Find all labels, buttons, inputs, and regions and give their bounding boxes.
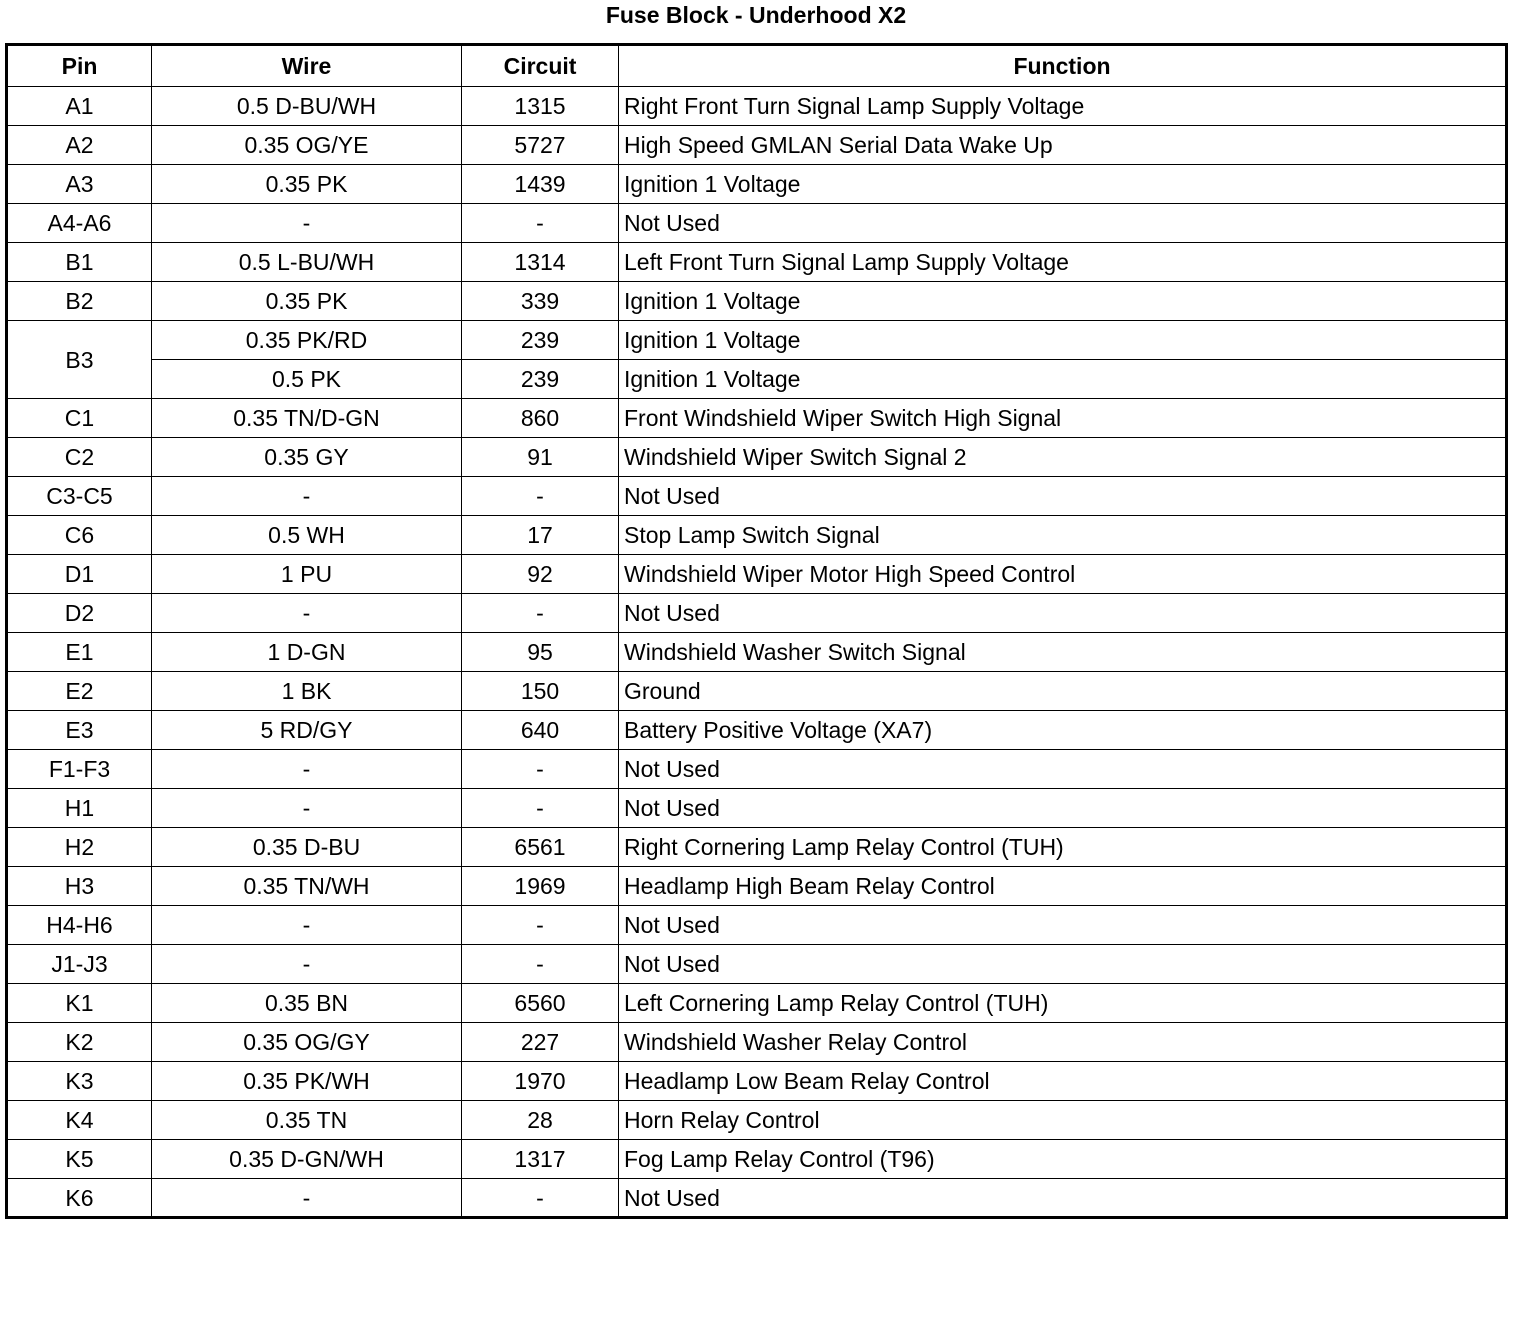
function-cell: Not Used (619, 945, 1507, 984)
circuit-cell: 6560 (462, 984, 619, 1023)
pin-cell: B2 (7, 282, 152, 321)
pin-cell: C6 (7, 516, 152, 555)
column-header-function: Function (619, 45, 1507, 87)
function-cell: Not Used (619, 477, 1507, 516)
pin-cell: J1-J3 (7, 945, 152, 984)
function-cell: Windshield Wiper Switch Signal 2 (619, 438, 1507, 477)
wire-cell: 0.35 D-GN/WH (152, 1140, 462, 1179)
circuit-cell: 92 (462, 555, 619, 594)
circuit-cell: 1314 (462, 243, 619, 282)
wire-cell: 1 PU (152, 555, 462, 594)
table-row (7, 867, 1507, 906)
circuit-cell: 1969 (462, 867, 619, 906)
wire-cell: 0.35 OG/GY (152, 1023, 462, 1062)
wire-cell: 0.35 TN/D-GN (152, 399, 462, 438)
function-cell: Not Used (619, 906, 1507, 945)
function-cell: Ignition 1 Voltage (619, 282, 1507, 321)
table-row (7, 204, 1507, 243)
circuit-cell: 6561 (462, 828, 619, 867)
function-cell: Left Cornering Lamp Relay Control (TUH) (619, 984, 1507, 1023)
function-cell: Ignition 1 Voltage (619, 321, 1507, 360)
pin-cell: D2 (7, 594, 152, 633)
function-cell: Not Used (619, 1179, 1507, 1218)
circuit-cell: 1317 (462, 1140, 619, 1179)
circuit-cell: 239 (462, 360, 619, 399)
table-row (7, 984, 1507, 1023)
wire-cell: 0.35 TN (152, 1101, 462, 1140)
pin-cell: B1 (7, 243, 152, 282)
function-cell: Not Used (619, 204, 1507, 243)
circuit-cell: 95 (462, 633, 619, 672)
table-row (7, 1062, 1507, 1101)
function-cell: Right Cornering Lamp Relay Control (TUH) (619, 828, 1507, 867)
table-row (7, 906, 1507, 945)
table-row (7, 1023, 1507, 1062)
table-row (7, 165, 1507, 204)
wire-cell: - (152, 750, 462, 789)
wire-cell: 0.35 PK (152, 282, 462, 321)
function-cell: Horn Relay Control (619, 1101, 1507, 1140)
wire-cell: 0.35 PK/WH (152, 1062, 462, 1101)
circuit-cell: - (462, 477, 619, 516)
table-row (7, 789, 1507, 828)
pin-cell: E1 (7, 633, 152, 672)
pin-cell: K1 (7, 984, 152, 1023)
wire-cell: 0.35 GY (152, 438, 462, 477)
table-row (7, 633, 1507, 672)
pin-cell: H1 (7, 789, 152, 828)
header-row (7, 45, 1507, 87)
column-header-wire: Wire (152, 45, 462, 87)
circuit-cell: 339 (462, 282, 619, 321)
column-header-circuit: Circuit (462, 45, 619, 87)
wire-cell: 1 BK (152, 672, 462, 711)
pin-cell: D1 (7, 555, 152, 594)
wire-cell: 0.5 L-BU/WH (152, 243, 462, 282)
circuit-cell: - (462, 750, 619, 789)
pin-cell: A3 (7, 165, 152, 204)
circuit-cell: - (462, 204, 619, 243)
circuit-cell: 227 (462, 1023, 619, 1062)
table-row (7, 438, 1507, 477)
wire-cell: 0.5 WH (152, 516, 462, 555)
wire-cell: 0.35 D-BU (152, 828, 462, 867)
table-row (7, 828, 1507, 867)
wire-cell: - (152, 906, 462, 945)
function-cell: Left Front Turn Signal Lamp Supply Voltage (619, 243, 1507, 282)
circuit-cell: 860 (462, 399, 619, 438)
function-cell: Battery Positive Voltage (XA7) (619, 711, 1507, 750)
circuit-cell: 239 (462, 321, 619, 360)
function-cell: Front Windshield Wiper Switch High Signal (619, 399, 1507, 438)
circuit-cell: 28 (462, 1101, 619, 1140)
wire-cell: 5 RD/GY (152, 711, 462, 750)
table-row (7, 1101, 1507, 1140)
wire-cell: - (152, 477, 462, 516)
wire-cell: 0.5 PK (152, 360, 462, 399)
circuit-cell: 150 (462, 672, 619, 711)
table-row (7, 399, 1507, 438)
circuit-cell: 1315 (462, 87, 619, 126)
table-row (7, 1140, 1507, 1179)
function-cell: Windshield Washer Relay Control (619, 1023, 1507, 1062)
pin-cell: A2 (7, 126, 152, 165)
function-cell: Windshield Wiper Motor High Speed Control (619, 555, 1507, 594)
function-cell: Ground (619, 672, 1507, 711)
wire-cell: 0.35 PK (152, 165, 462, 204)
table-row (7, 594, 1507, 633)
table-row (7, 360, 1507, 399)
pin-cell: B3 (7, 321, 152, 399)
function-cell: Right Front Turn Signal Lamp Supply Voltage (619, 87, 1507, 126)
table-row (7, 477, 1507, 516)
pin-cell: C3-C5 (7, 477, 152, 516)
wire-cell: - (152, 789, 462, 828)
function-cell: Windshield Washer Switch Signal (619, 633, 1507, 672)
circuit-cell: 1439 (462, 165, 619, 204)
table-row (7, 516, 1507, 555)
circuit-cell: - (462, 906, 619, 945)
circuit-cell: 17 (462, 516, 619, 555)
pinout-table (5, 43, 1508, 1219)
wire-cell: 0.35 BN (152, 984, 462, 1023)
pin-cell: A4-A6 (7, 204, 152, 243)
function-cell: Headlamp High Beam Relay Control (619, 867, 1507, 906)
circuit-cell: 640 (462, 711, 619, 750)
function-cell: Not Used (619, 750, 1507, 789)
circuit-cell: - (462, 1179, 619, 1218)
pin-cell: F1-F3 (7, 750, 152, 789)
function-cell: Ignition 1 Voltage (619, 165, 1507, 204)
wire-cell: 0.35 PK/RD (152, 321, 462, 360)
function-cell: Stop Lamp Switch Signal (619, 516, 1507, 555)
pin-cell: H4-H6 (7, 906, 152, 945)
circuit-cell: 91 (462, 438, 619, 477)
table-row (7, 243, 1507, 282)
pin-cell: C1 (7, 399, 152, 438)
wire-cell: - (152, 945, 462, 984)
pin-cell: H3 (7, 867, 152, 906)
column-header-pin: Pin (7, 45, 152, 87)
table-row (7, 87, 1507, 126)
table-row (7, 711, 1507, 750)
pin-cell: K4 (7, 1101, 152, 1140)
pin-cell: K5 (7, 1140, 152, 1179)
table-row (7, 945, 1507, 984)
circuit-cell: - (462, 789, 619, 828)
pin-cell: C2 (7, 438, 152, 477)
pin-cell: K2 (7, 1023, 152, 1062)
pin-cell: A1 (7, 87, 152, 126)
pin-cell: H2 (7, 828, 152, 867)
function-cell: Not Used (619, 594, 1507, 633)
table-row (7, 555, 1507, 594)
table-row (7, 672, 1507, 711)
circuit-cell: 5727 (462, 126, 619, 165)
wire-cell: 0.35 OG/YE (152, 126, 462, 165)
function-cell: Ignition 1 Voltage (619, 360, 1507, 399)
function-cell: Not Used (619, 789, 1507, 828)
function-cell: Headlamp Low Beam Relay Control (619, 1062, 1507, 1101)
wire-cell: 1 D-GN (152, 633, 462, 672)
table-row (7, 282, 1507, 321)
circuit-cell: 1970 (462, 1062, 619, 1101)
pin-cell: E2 (7, 672, 152, 711)
function-cell: Fog Lamp Relay Control (T96) (619, 1140, 1507, 1179)
pin-cell: K3 (7, 1062, 152, 1101)
wire-cell: - (152, 204, 462, 243)
function-cell: High Speed GMLAN Serial Data Wake Up (619, 126, 1507, 165)
pin-cell: E3 (7, 711, 152, 750)
table-row (7, 750, 1507, 789)
table-row (7, 126, 1507, 165)
table-row (7, 1179, 1507, 1218)
wire-cell: 0.5 D-BU/WH (152, 87, 462, 126)
wire-cell: - (152, 594, 462, 633)
table-header (7, 45, 1507, 87)
table-body (7, 87, 1507, 1218)
page-title: Fuse Block - Underhood X2 (605, 2, 907, 28)
wire-cell: - (152, 1179, 462, 1218)
wire-cell: 0.35 TN/WH (152, 867, 462, 906)
pin-cell: K6 (7, 1179, 152, 1218)
table-row (7, 321, 1507, 360)
circuit-cell: - (462, 594, 619, 633)
circuit-cell: - (462, 945, 619, 984)
